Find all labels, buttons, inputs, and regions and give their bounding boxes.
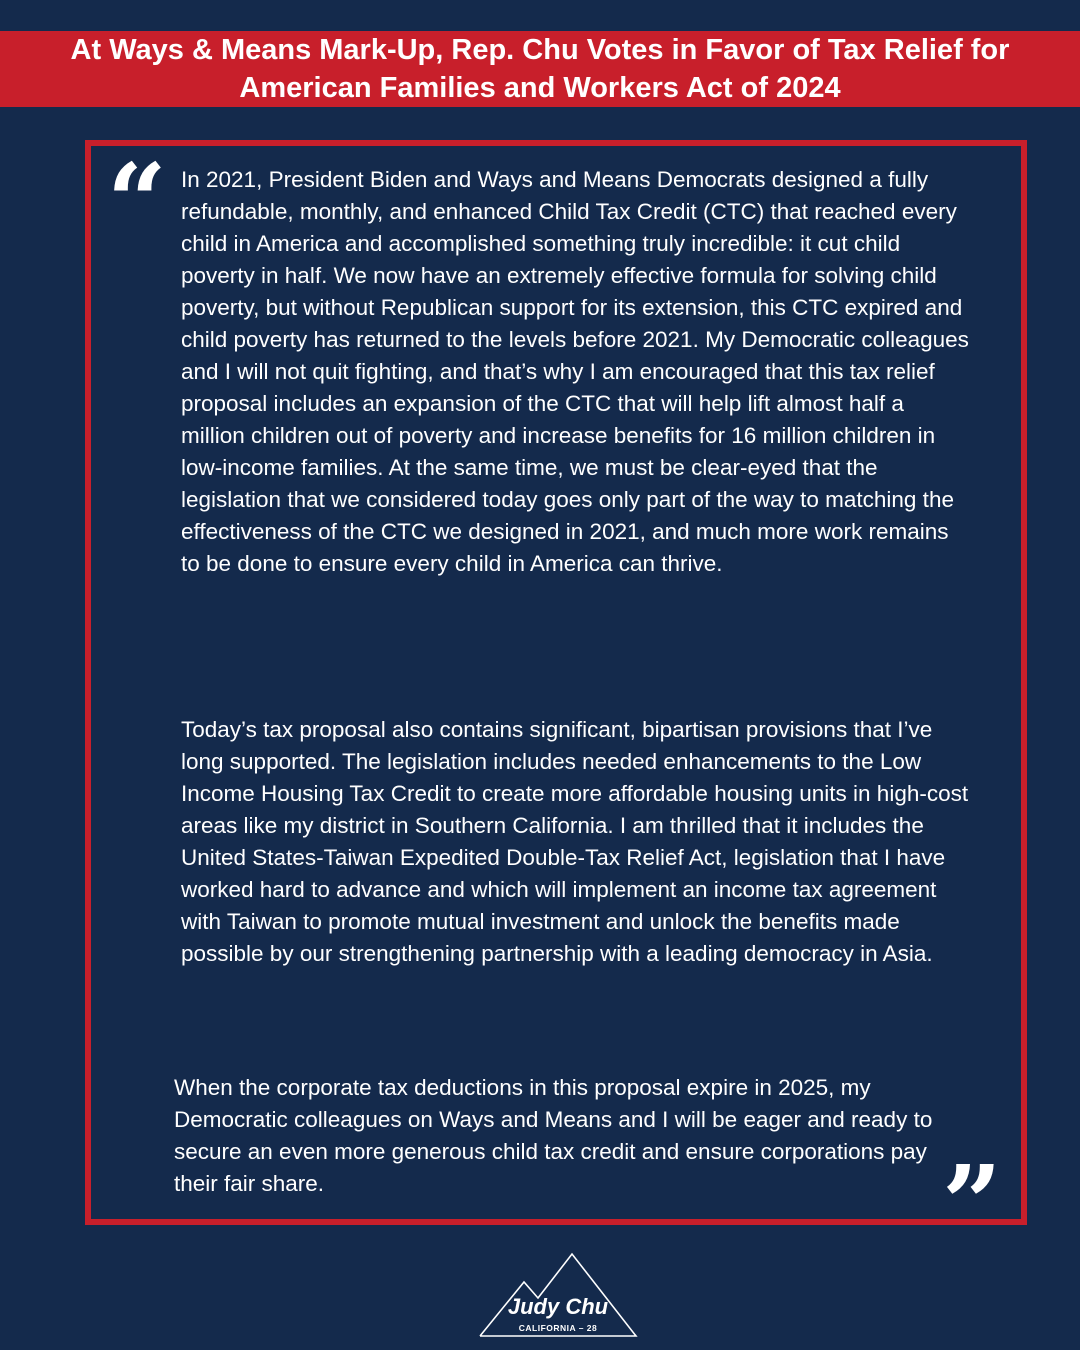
quote-paragraph-2: Today’s tax proposal also contains significant, bipartisan provisions that I’ve long supported. The legislation includes needed enhancements to the Low Income Housing Tax Credit to create more affordable housing units in high-cost areas like my district in Southern California. I am thrilled that it includes the United States-Taiwan Expedited Double-Tax Relief Act, legislation that I have worked hard to advance and which will implement an income tax agreement with Taiwan to promote mutual investment and unlock the benefits made possible by our strengthening partnership with a leading democracy in Asia.	[181, 717, 969, 966]
logo-name: Judy Chu	[507, 1294, 609, 1319]
header-banner	[0, 31, 1080, 107]
open-quote-icon: “	[107, 140, 167, 263]
header-title-line1: At Ways & Means Mark-Up, Rep. Chu Votes in Favor of Tax Relief for	[70, 34, 1010, 66]
header-title-line2: American Families and Workers Act of 2024	[239, 72, 841, 104]
close-quote-icon: ”	[942, 1142, 1002, 1265]
quote-paragraph-1: In 2021, President Biden and Ways and Means Democrats designed a fully refundable, monthly, and enhanced Child Tax Credit (CTC) that reached every child in America and accomplished something truly incredible: it cut child poverty in half. We now have an extremely effective formula for solving child poverty, but without Republican support for its extension, this CTC expired and child poverty has returned to the levels before 2021. My Democratic colleagues and I will not quit fighting, and that’s why I am encouraged that this tax relief proposal includes an expansion of the CTC that will help lift almost half a million children out of poverty and increase benefits for 16 million children in low-income families. At the same time, we must be clear-eyed that the legislation that we considered today goes only part of the way to matching the effectiveness of the CTC we designed in 2021, and much more work remains to be done to ensure every child in America can thrive.	[181, 167, 969, 576]
logo-subtitle: CALIFORNIA – 28	[518, 1323, 598, 1333]
quote-paragraph-3: When the corporate tax deductions in this proposal expire in 2025, my Democratic colleagues on Ways and Means and I will be eager and ready to secure an even more generous child tax credit and ensure corporations pay their fair share.	[174, 1075, 933, 1196]
